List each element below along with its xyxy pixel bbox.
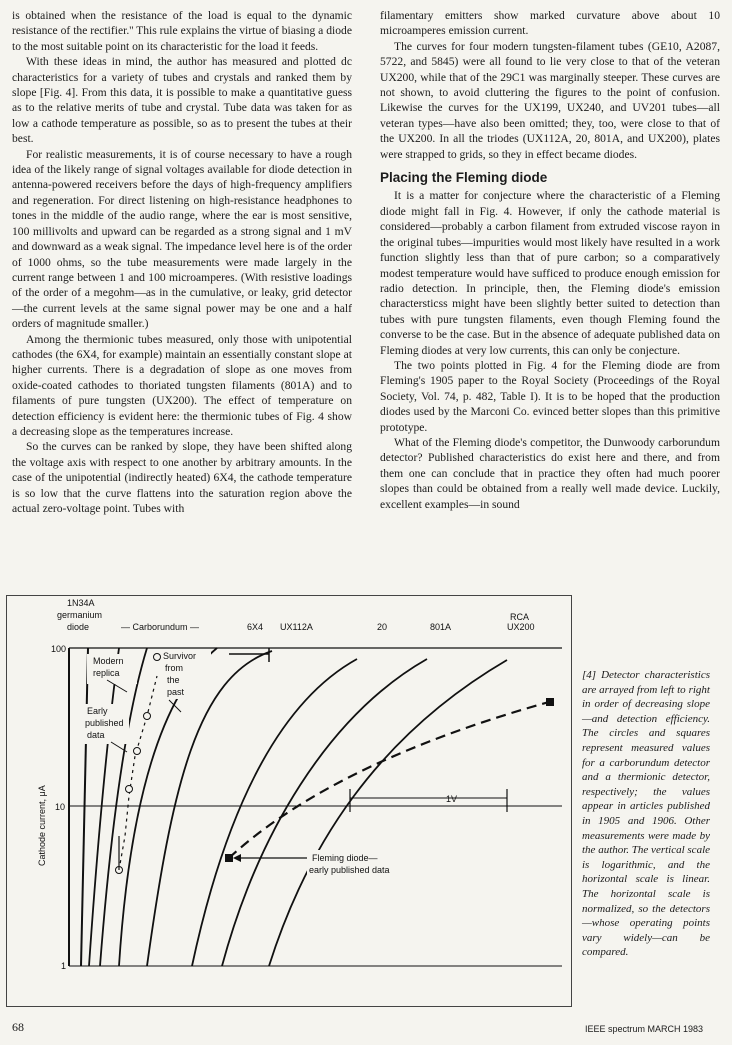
- paragraph: What of the Fleming diode's competitor, the Dunwoody carborundum detector? Published characteristics do exist here and there, and from them one can conclude that in practice they often had much poorer slopes than could be obtained from a really well made device. Luckily, excellent examples—in sound: [380, 435, 720, 511]
- label-ux112a: UX112A: [280, 622, 313, 632]
- published-label: published: [85, 718, 124, 728]
- label-germanium: germanium: [57, 610, 103, 620]
- journal-footer: IEEE spectrum MARCH 1983: [585, 1024, 704, 1034]
- modern-label: Modern: [93, 656, 124, 666]
- page-number: 68: [12, 1020, 24, 1034]
- carborundum-point: [154, 654, 161, 661]
- paragraph: Among the thermionic tubes measured, only those with unipotential cathodes (the 6X4, for example) maintain an essentially constant slope at higher currents. There is a degradation of slope as one moves from oxide-coated cathodes to thoriated tungsten filaments (801A) and to filaments of pure tungsten (UX200). The effect of temperature on detection efficiency is evident here: the thermionic tubes of Fig. 4 show a decreasing slope as the temperatures increase.: [12, 332, 352, 438]
- label-rca: RCA: [510, 612, 530, 622]
- y-tick-1: 1: [61, 961, 67, 971]
- carborundum-point: [126, 786, 133, 793]
- label-ux200: UX200: [507, 622, 535, 632]
- left-text-column: [12, 8, 352, 516]
- label-6x4: 6X4: [247, 622, 264, 632]
- fleming-diode-curve: [229, 702, 549, 858]
- paragraph: So the curves can be ranked by slope, they have been shifted along the voltage axis with respect to one another by arbitrary amounts. In the case of the unipotential (indirectly heated) 6X4, the cathode temperature is so low that the curve flattens into the saturation region above the actual zero-voltage point. Tubes with: [12, 440, 352, 515]
- paragraph: For realistic measurements, it is of course necessary to have a rough idea of the likely range of signal voltages available for diode detection in antenna-powered receivers before the days of high-frequency amplifiers and regeneration. For direct listening on high-resistance headphones to tones in the middle of the audio range, where the ear is most sensitive, 100 millivolts and upward can be regarded as a strong signal and 1 mV and downward as a weak signal. The impedance level here is of the order of 1000 ohms, so the tube measurements were made largely in the current range between 1 and 100 microamperes. (With resistive loadings of the order of a megohm—as in the cumulative, or leaky, grid detector—the current levels at the same signal power may be one and a half orders of magnitude smaller.): [12, 147, 352, 331]
- paragraph: filamentary emitters show marked curvature above about 10 microamperes emission current.: [380, 9, 720, 38]
- curve-20: [192, 659, 357, 966]
- figure-frame: [6, 595, 572, 1007]
- carborundum-point: [134, 748, 141, 755]
- right-text-column: [380, 8, 720, 512]
- one-volt-label: 1V: [446, 794, 458, 804]
- y-tick-100: 100: [51, 644, 67, 654]
- detector-characteristics-figure: [7, 596, 571, 1006]
- y-tick-10: 10: [55, 802, 66, 812]
- paragraph: It is a matter for conjecture where the characteristic of a Fleming diode might fall in Fig. 4. However, if only the cathode material is considered—probably a carbon filament from extruded viscose rayon in the original tubes—impurities would most likely have resulted in a work function slightly less than that of pure carbon; so a comparatively modest temperature would have sufficed to produce enough emission for radio detection. In principle, then, the Fleming diode's emission charactersticss might have been slightly better suited to detection than tubes with pure tungsten filaments, even though Fleming found the converse to be the case. But in the absence of adequate published data on Fleming diodes at very low currents, this can only be conjecture.: [380, 189, 720, 357]
- past-label: past: [167, 687, 185, 697]
- data-label: data: [87, 730, 105, 740]
- paragraph: The curves for four modern tungsten-filament tubes (GE10, A2087, 5722, and 5845) were all found to lie very close to that of the veteran UX200, while that of the 29C1 was marginally steeper. These curves are not shown, to avoid cluttering the figures to the point of confusion. Likewise the curves for the UX199, UX240, and UV201 tubes—all veteran types—have also been omitted; they, too, were close to that of the UX200. In all the triodes (UX112A, 20, 801A, and UX200), plates were strapped to grids, so they in effect became diodes.: [380, 39, 720, 161]
- survivor-label: Survivor: [163, 651, 197, 661]
- paragraph: is obtained when the resistance of the load is equal to the dynamic resistance of the rectifier.'' This rule explains the virtue of biasing a diode to the most suitable point on its characteristic for the load it feeds.: [12, 9, 352, 53]
- label-20: 20: [377, 622, 388, 632]
- paragraph: The two points plotted in Fig. 4 for the Fleming diode are from Fleming's 1905 paper to the Royal Society (Proceedings of the Royal Society, Vol. 74, p. 482, Table I). It is to be hoped that the production diodes used by the Marconi Co. evinced better slopes than this primitive prototype.: [380, 358, 720, 434]
- fleming-point-low: [225, 854, 233, 862]
- curve-ux200: [269, 660, 507, 966]
- curve-1n34a: [81, 648, 88, 966]
- section-heading: Placing the Fleming diode: [380, 170, 548, 186]
- label-1n34a: 1N34A: [67, 598, 95, 608]
- fleming-label: Fleming diode—: [312, 853, 378, 863]
- label-diode: diode: [67, 622, 90, 632]
- paragraph: With these ideas in mind, the author has measured and plotted dc characteristics for a variety of tubes and crystals and ranked them by slope [Fig. 4]. From this data, it is possible to make a quantitative guess as to the relative merits of tube and crystal. Tube data was taken for as low a cathode temperature as possible, so as to present the tubes at their best.: [12, 55, 352, 146]
- figure-caption: [4] Detector characteristics are arrayed from left to right in order of decreasing slope—and detection efficiency. The circles and squares represent measured values for a carborundum detector and a thermionic detector, respectively; the values appear in articles published in 1905 and 1906. Other measurements were made by the author. The vertical scale is logarithmic, and the horizontal scale is linear. The horizontal scale is normalized, so the detectors—whose operating points vary widely—can be compared.: [582, 669, 711, 959]
- carborundum-point: [144, 713, 151, 720]
- curve-801a: [222, 659, 427, 966]
- from-label: from: [165, 663, 183, 673]
- label-carborundum: — Carborundum —: [121, 622, 200, 632]
- replica-label: replica: [93, 668, 120, 678]
- early-label: Early: [87, 706, 108, 716]
- the-label: the: [167, 675, 180, 685]
- fleming-sublabel: early published data: [309, 865, 390, 875]
- fleming-point-high: [546, 698, 554, 706]
- fleming-arrow-head: [233, 854, 241, 862]
- y-axis-label: Cathode current, μA: [37, 785, 47, 866]
- label-801a: 801A: [430, 622, 452, 632]
